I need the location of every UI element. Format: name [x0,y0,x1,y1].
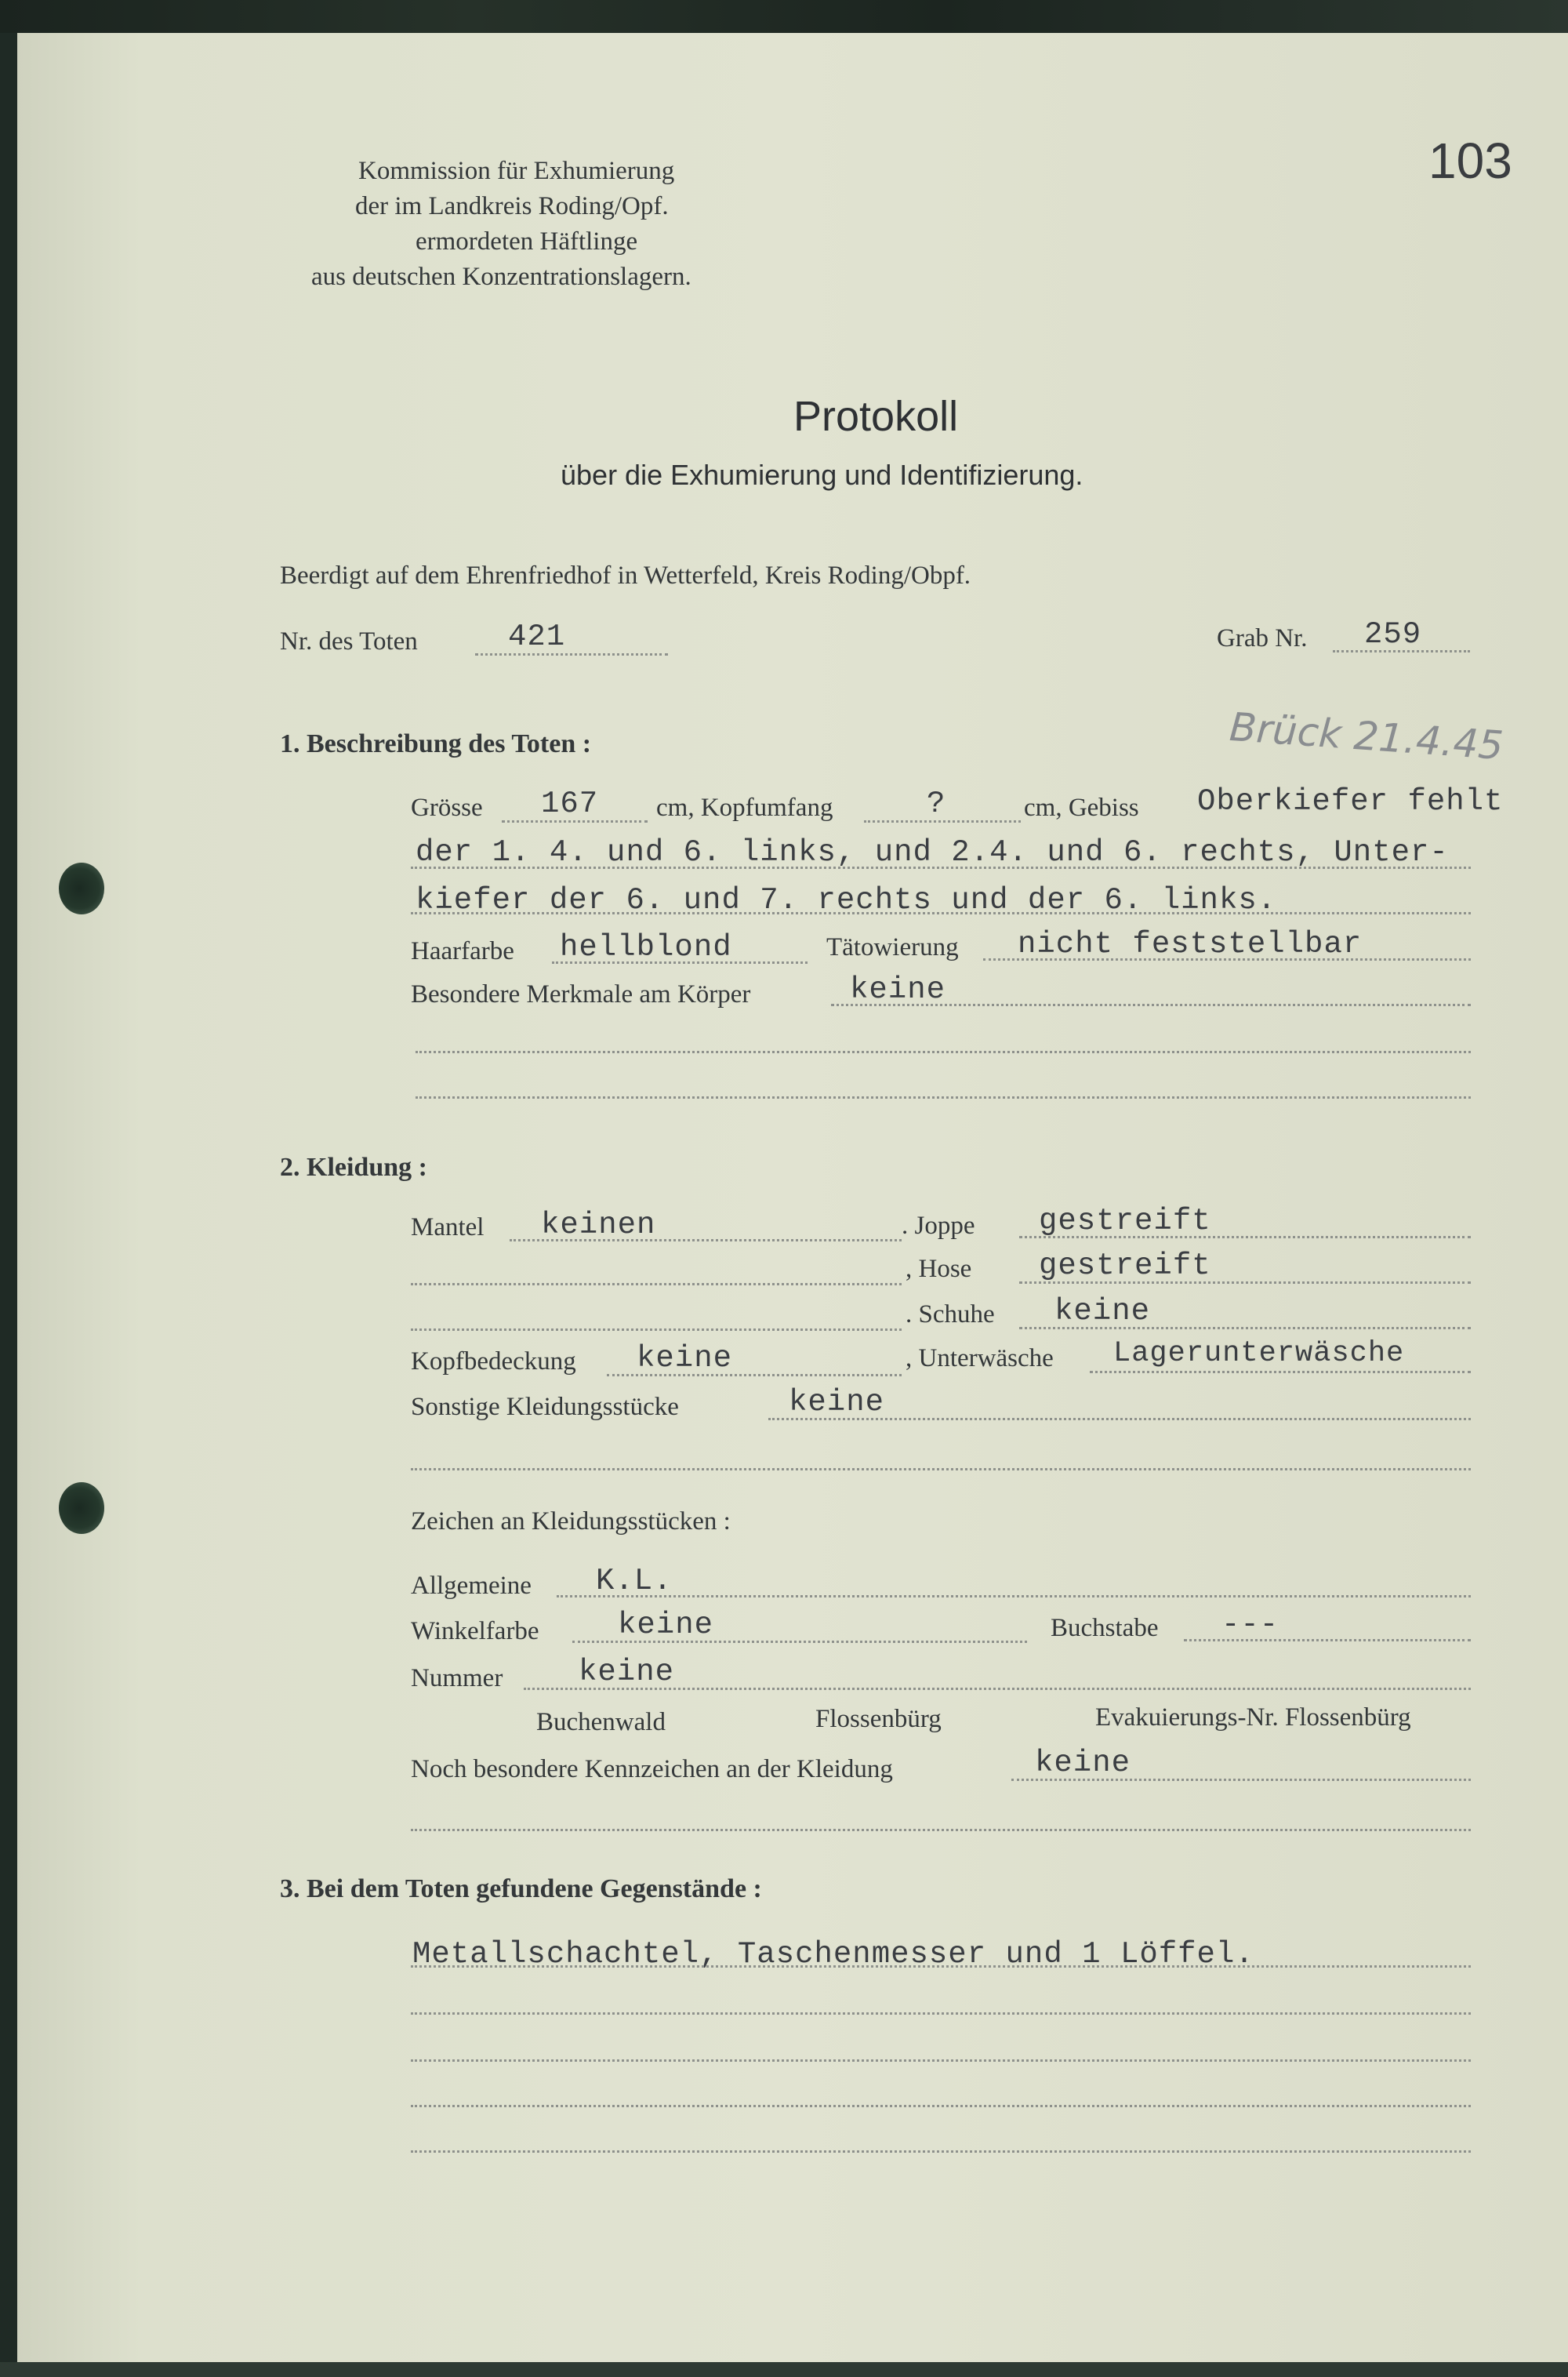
grab-nr-label: Grab Nr. [1217,624,1308,652]
section2-heading: 2. Kleidung : [280,1153,427,1182]
merkmale-line3 [416,1096,1471,1099]
gegenstaende-line1 [411,1965,1471,1968]
hose-label: , Hose [906,1255,972,1283]
nummer-value: keine [579,1655,675,1689]
schuhe-left-line [411,1328,902,1331]
sonstige-value: keine [789,1385,885,1419]
burial-text: Beerdigt auf dem Ehrenfriedhof in Wetterfeld, Kreis Roding/Obpf. [280,562,971,590]
punch-hole-lower [59,1482,104,1534]
kennzeichen-line2 [411,1829,1471,1831]
camp-evakuierung: Evakuierungs-Nr. Flossenbürg [1095,1703,1411,1732]
scan-border-top [0,0,1568,33]
merkmale-value: keine [850,972,946,1007]
kopfbedeckung-value: keine [637,1341,733,1376]
groesse-label: Grösse [411,794,483,822]
buchstabe-label: Buchstabe [1051,1614,1159,1642]
punch-hole-upper [59,863,104,914]
gegenstaende-line5 [411,2150,1471,2153]
nr-des-toten-label: Nr. des Toten [280,627,418,656]
winkelfarbe-label: Winkelfarbe [411,1617,539,1645]
kopfumfang-label: cm, Kopfumfang [656,794,833,822]
merkmale-label: Besondere Merkmale am Körper [411,980,751,1009]
unterwaesche-value: Lagerunterwäsche [1113,1337,1405,1370]
camp-buchenwald: Buchenwald [536,1708,666,1736]
schuhe-value: keine [1054,1294,1151,1328]
gebiss-label: cm, Gebiss [1024,794,1139,822]
hose-value: gestreift [1039,1248,1211,1283]
zeichen-label: Zeichen an Kleidungsstücken : [411,1507,731,1536]
gebiss-line1: Oberkiefer fehlt [1197,784,1504,819]
unterwaesche-label: , Unterwäsche [906,1344,1054,1372]
kopfumfang-value: ? [927,787,946,821]
section3-heading: 3. Bei dem Toten gefundene Gegenstände : [280,1874,762,1903]
allgemeine-line [557,1595,1471,1597]
kopfbedeckung-label: Kopfbedeckung [411,1347,576,1376]
nr-line [475,653,668,656]
taetowierung-value: nicht feststellbar [1018,927,1363,961]
document-subtitle: über die Exhumierung und Identifizierung. [561,459,1083,491]
handwritten-annotation: Brück 21.4.45 [1228,703,1505,769]
gegenstaende-value: Metallschachtel, Taschenmesser und 1 Löffel. [412,1937,1254,1972]
unterwaesche-line [1090,1371,1471,1373]
schuhe-label: . Schuhe [906,1300,995,1328]
commission-line-2: der im Landkreis Roding/Opf. [355,192,669,220]
nummer-label: Nummer [411,1664,503,1692]
scan-border-bottom [0,2362,1568,2377]
page-number: 103 [1428,133,1512,189]
hose-left-line [411,1283,902,1285]
gebiss-line3-dots [411,912,1471,914]
taetowierung-label: Tätowierung [826,933,959,961]
groesse-value: 167 [541,787,599,821]
allgemeine-value: K.L. [596,1564,673,1598]
commission-line-1: Kommission für Exhumierung [358,157,675,185]
mantel-value: keinen [541,1208,656,1242]
allgemeine-label: Allgemeine [411,1572,532,1600]
gegenstaende-line3 [411,2059,1471,2062]
document-title: Protokoll [793,393,959,440]
gegenstaende-line2 [411,2012,1471,2015]
grab-nr-value: 259 [1364,617,1422,652]
kennzeichen-label: Noch besondere Kennzeichen an der Kleidung [411,1755,893,1783]
merkmale-line2 [416,1051,1471,1053]
winkelfarbe-value: keine [618,1608,714,1642]
sonstige-line2 [411,1468,1471,1470]
joppe-value: gestreift [1039,1204,1211,1238]
joppe-label: . Joppe [902,1212,975,1240]
gegenstaende-line4 [411,2105,1471,2107]
buchstabe-value: --- [1221,1608,1279,1642]
nr-des-toten-value: 421 [508,620,566,654]
sonstige-label: Sonstige Kleidungsstücke [411,1393,679,1421]
kennzeichen-value: keine [1035,1746,1131,1780]
commission-line-4: aus deutschen Konzentrationslagern. [311,263,691,291]
camp-flossenbuerg: Flossenbürg [815,1705,942,1733]
mantel-label: Mantel [411,1213,485,1241]
haarfarbe-label: Haarfarbe [411,937,514,965]
gebiss-line2-dots [411,867,1471,869]
gebiss-line2: der 1. 4. und 6. links, und 2.4. und 6. rechts, Unter- [416,835,1449,870]
haarfarbe-value: hellblond [560,930,732,965]
section1-heading: 1. Beschreibung des Toten : [280,729,592,758]
commission-line-3: ermordeten Häftlinge [416,227,638,256]
gebiss-line3: kiefer der 6. und 7. rechts und der 6. links. [416,883,1277,918]
